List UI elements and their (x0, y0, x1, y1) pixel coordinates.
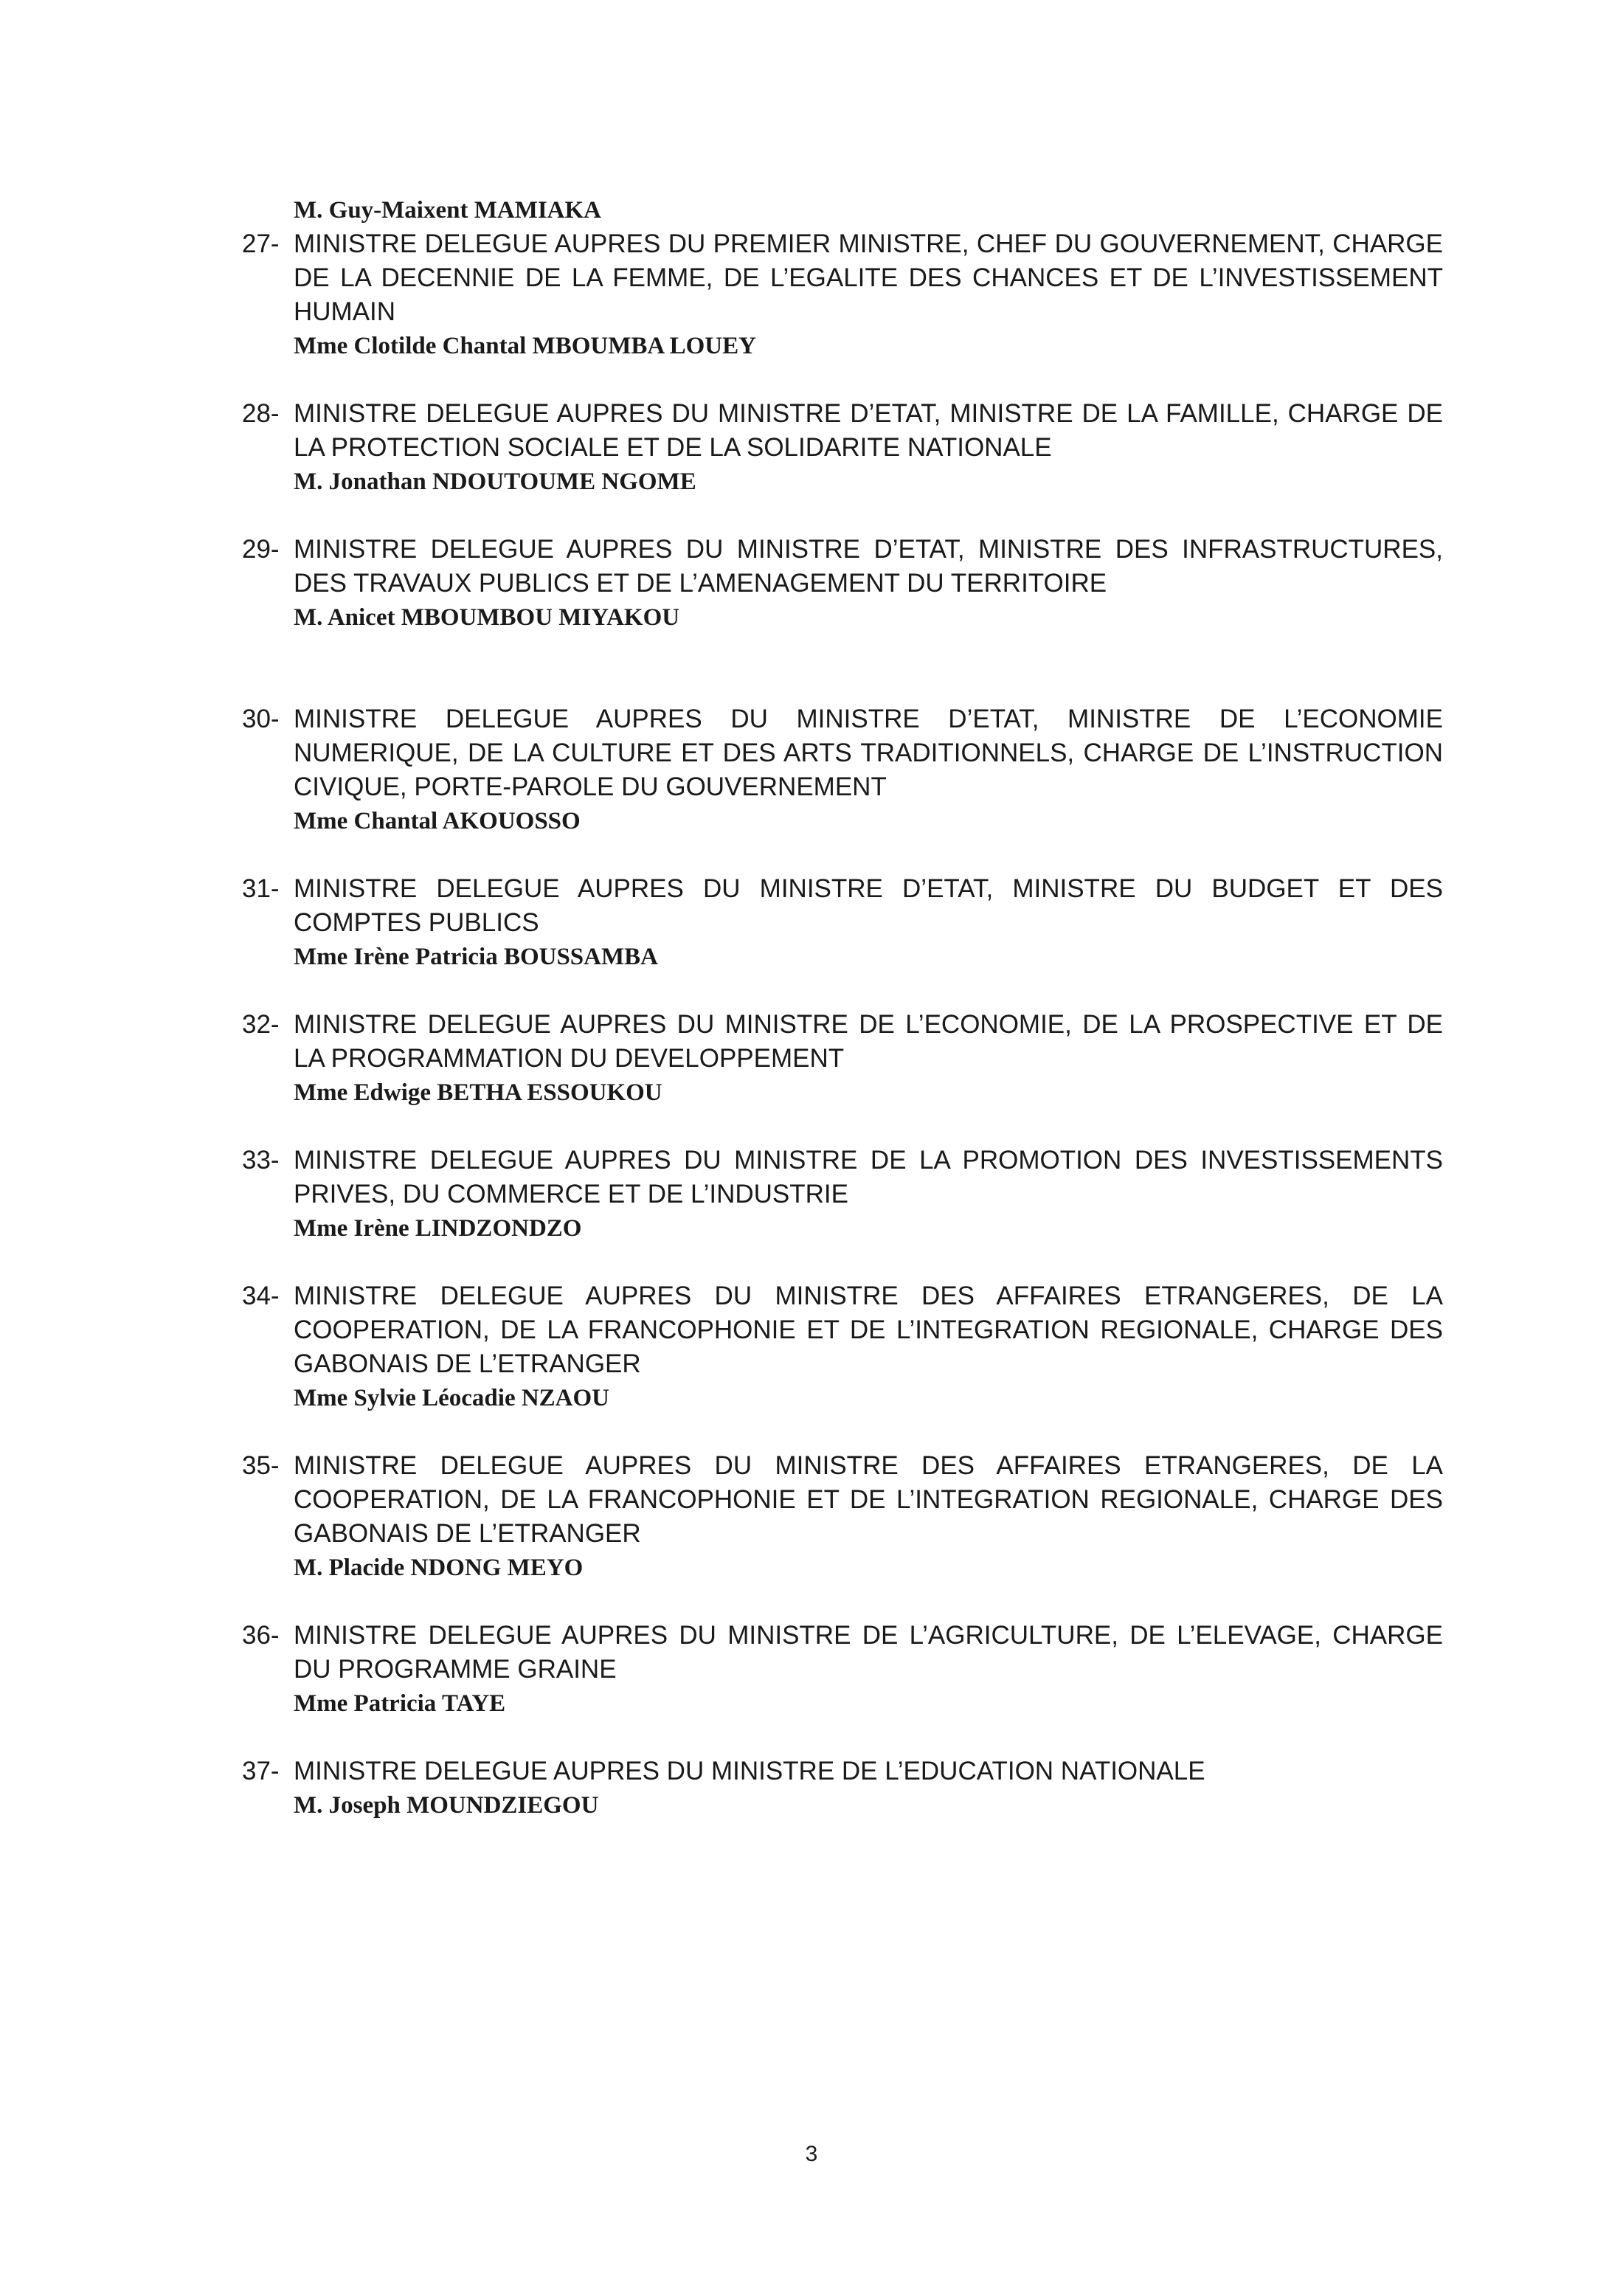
ministry-title: MINISTRE DELEGUE AUPRES DU PREMIER MINISTRE, CHEF DU GOUVERNEMENT, CHARGE DE LA DECENNIE DE LA FEMME, DE L’EGALITE DES CHANCES ET DE L’INVESTISSEMENT HUMAIN (294, 229, 1443, 326)
entry-number: 28- (242, 399, 280, 428)
list-item (242, 1279, 1443, 1415)
entry-number: 31- (242, 874, 280, 903)
minister-name: Mme Irène Patricia BOUSSAMBA (294, 944, 658, 970)
minister-name: Mme Irène LINDZONDZO (294, 1215, 582, 1242)
minister-name: M. Jonathan NDOUTOUME NGOME (294, 468, 696, 495)
entry-number: 29- (242, 535, 280, 564)
list-item (242, 533, 1443, 634)
entry-number: 36- (242, 1621, 280, 1650)
list-item (242, 1008, 1443, 1110)
entry-number: 37- (242, 1757, 280, 1785)
list-item (242, 702, 1443, 838)
list-item (242, 227, 1443, 363)
ministry-title: MINISTRE DELEGUE AUPRES DU MINISTRE DE L’EDUCATION NATIONALE (294, 1757, 1205, 1785)
entry-number: 34- (242, 1282, 280, 1310)
entry-number: 33- (242, 1146, 280, 1175)
ministry-title: MINISTRE DELEGUE AUPRES DU MINISTRE DE LA PROMOTION DES INVESTISSEMENTS PRIVES, DU COMMERCE ET DE L’INDUSTRIE (294, 1146, 1443, 1208)
entry-number: 32- (242, 1010, 280, 1039)
list-item (242, 397, 1443, 499)
ministry-title: MINISTRE DELEGUE AUPRES DU MINISTRE D’ETAT, MINISTRE DE LA FAMILLE, CHARGE DE LA PROTECTION SOCIALE ET DE LA SOLIDARITE NATIONALE (294, 399, 1443, 462)
ministry-title: MINISTRE DELEGUE AUPRES DU MINISTRE D’ETAT, MINISTRE DU BUDGET ET DES COMPTES PUBLICS (294, 874, 1443, 937)
carry-over-minister-name: M. Guy-Maixent MAMIAKA (294, 197, 602, 224)
entry-number: 30- (242, 705, 280, 733)
list-item (242, 1619, 1443, 1721)
list-item (242, 872, 1443, 974)
ministry-title: MINISTRE DELEGUE AUPRES DU MINISTRE DES AFFAIRES ETRANGERES, DE LA COOPERATION, DE LA FRANCOPHONIE ET DE L’INTEGRATION REGIONALE, CHARGE DES GABONAIS DE L’ETRANGER (294, 1282, 1443, 1378)
minister-name: Mme Edwige BETHA ESSOUKOU (294, 1079, 662, 1106)
ministry-title: MINISTRE DELEGUE AUPRES DU MINISTRE DES AFFAIRES ETRANGERES, DE LA COOPERATION, DE LA FRANCOPHONIE ET DE L’INTEGRATION REGIONALE, CHARGE DES GABONAIS DE L’ETRANGER (294, 1451, 1443, 1548)
ministry-title: MINISTRE DELEGUE AUPRES DU MINISTRE DE L’ECONOMIE, DE LA PROSPECTIVE ET DE LA PROGRAMMATION DU DEVELOPPEMENT (294, 1010, 1443, 1073)
minister-name: Mme Clotilde Chantal MBOUMBA LOUEY (294, 333, 756, 359)
minister-name: Mme Patricia TAYE (294, 1690, 506, 1717)
ministry-title: MINISTRE DELEGUE AUPRES DU MINISTRE D’ETAT, MINISTRE DES INFRASTRUCTURES, DES TRAVAUX PUBLICS ET DE L’AMENAGEMENT DU TERRITOIRE (294, 535, 1443, 598)
minister-name: Mme Chantal AKOUOSSO (294, 808, 581, 834)
minister-name: Mme Sylvie Léocadie NZAOU (294, 1385, 610, 1411)
list-item (242, 1449, 1443, 1585)
ministry-title: MINISTRE DELEGUE AUPRES DU MINISTRE DE L’AGRICULTURE, DE L’ELEVAGE, CHARGE DU PROGRAMME GRAINE (294, 1621, 1443, 1684)
minister-name: M. Joseph MOUNDZIEGOU (294, 1792, 599, 1819)
ministry-title: MINISTRE DELEGUE AUPRES DU MINISTRE D’ETAT, MINISTRE DE L’ECONOMIE NUMERIQUE, DE LA CULTURE ET DES ARTS TRADITIONNELS, CHARGE DE L’INSTRUCTION CIVIQUE, PORTE-PAROLE DU GOUVERNEMENT (294, 705, 1443, 801)
list-item (242, 1754, 1443, 1822)
page-number: 3 (805, 2142, 818, 2166)
entry-number: 27- (242, 229, 280, 258)
list-item (242, 1144, 1443, 1245)
minister-name: M. Placide NDONG MEYO (294, 1555, 584, 1581)
entry-number: 35- (242, 1451, 280, 1480)
minister-name: M. Anicet MBOUMBOU MIYAKOU (294, 604, 680, 631)
